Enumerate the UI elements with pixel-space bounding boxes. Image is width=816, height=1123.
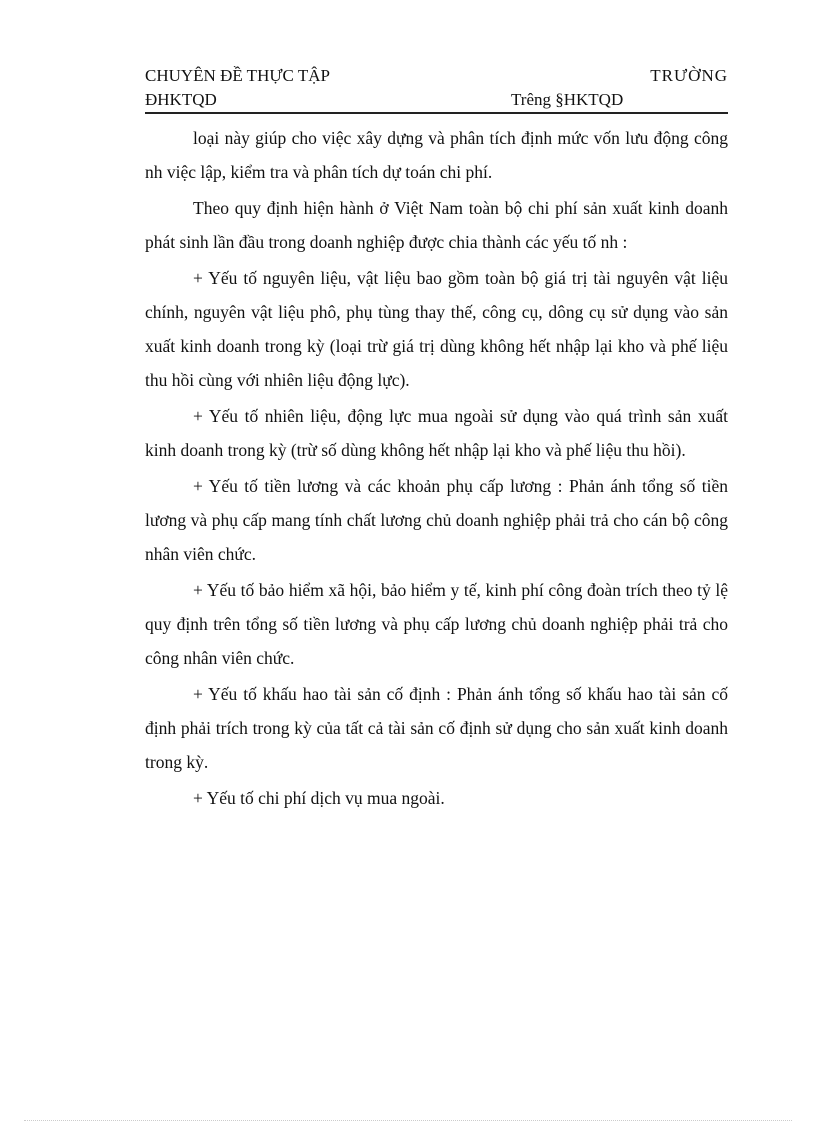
header-school-label: TRƯỜNG [650, 66, 728, 85]
paragraph-insurance: + Yếu tố bảo hiểm xã hội, bảo hiểm y tế, kinh phí công đoàn trích theo tỷ lệ quy định trên tổng số tiền lương và phụ cấp lương chủ doanh nghiệp phải trả cho công nhân viên chức. [145, 580, 728, 668]
paragraph-wages: + Yếu tố tiền lương và các khoản phụ cấp lương : Phản ánh tổng số tiền lương và phụ cấp mang tính chất lương chủ doanh nghiệp phải trả cho cán bộ công nhân viên chức. [145, 476, 728, 564]
paragraph-depreciation: + Yếu tố khấu hao tài sản cố định : Phản ánh tổng số khấu hao tài sản cố định phải trích trong kỳ của tất cả tài sản cố định sử dụng cho sản xuất kinh doanh trong kỳ. [145, 684, 728, 772]
paragraph-intro: Theo quy định hiện hành ở Việt Nam toàn bộ chi phí sản xuất kinh doanh phát sinh lần đầu trong doanh nghiệp được chia thành các yếu tố nh : [145, 198, 728, 252]
paragraph-services: + Yếu tố chi phí dịch vụ mua ngoài. [193, 788, 445, 808]
paragraph-continuation: loại này giúp cho việc xây dựng và phân tích định mức vốn lưu động công nh việc lập, kiểm tra và phân tích dự toán chi phí. [145, 128, 728, 182]
document-body [145, 121, 728, 817]
header-school-abbrev: ĐHKTQD [145, 90, 217, 109]
paragraph-fuel: + Yếu tố nhiên liệu, động lực mua ngoài sử dụng vào quá trình sản xuất kinh doanh trong kỳ (trừ số dùng không hết nhập lại kho và phế liệu thu hồi). [145, 406, 728, 460]
paragraph-materials: + Yếu tố nguyên liệu, vật liệu bao gồm toàn bộ giá trị tài nguyên vật liệu chính, nguyên vật liệu phô, phụ tùng thay thế, công cụ, dông cụ sử dụng vào sản xuất kinh doanh trong kỳ (loại trừ giá trị dùng không hết nhập lại kho và phế liệu thu hồi cùng với nhiên liệu động lực). [145, 268, 728, 390]
page-bottom-divider [24, 1120, 792, 1121]
header-page-school: Trêng §HKTQD [511, 90, 624, 109]
header-report-title: CHUYÊN ĐỀ THỰC TẬP [145, 66, 330, 85]
page-header [145, 64, 728, 114]
